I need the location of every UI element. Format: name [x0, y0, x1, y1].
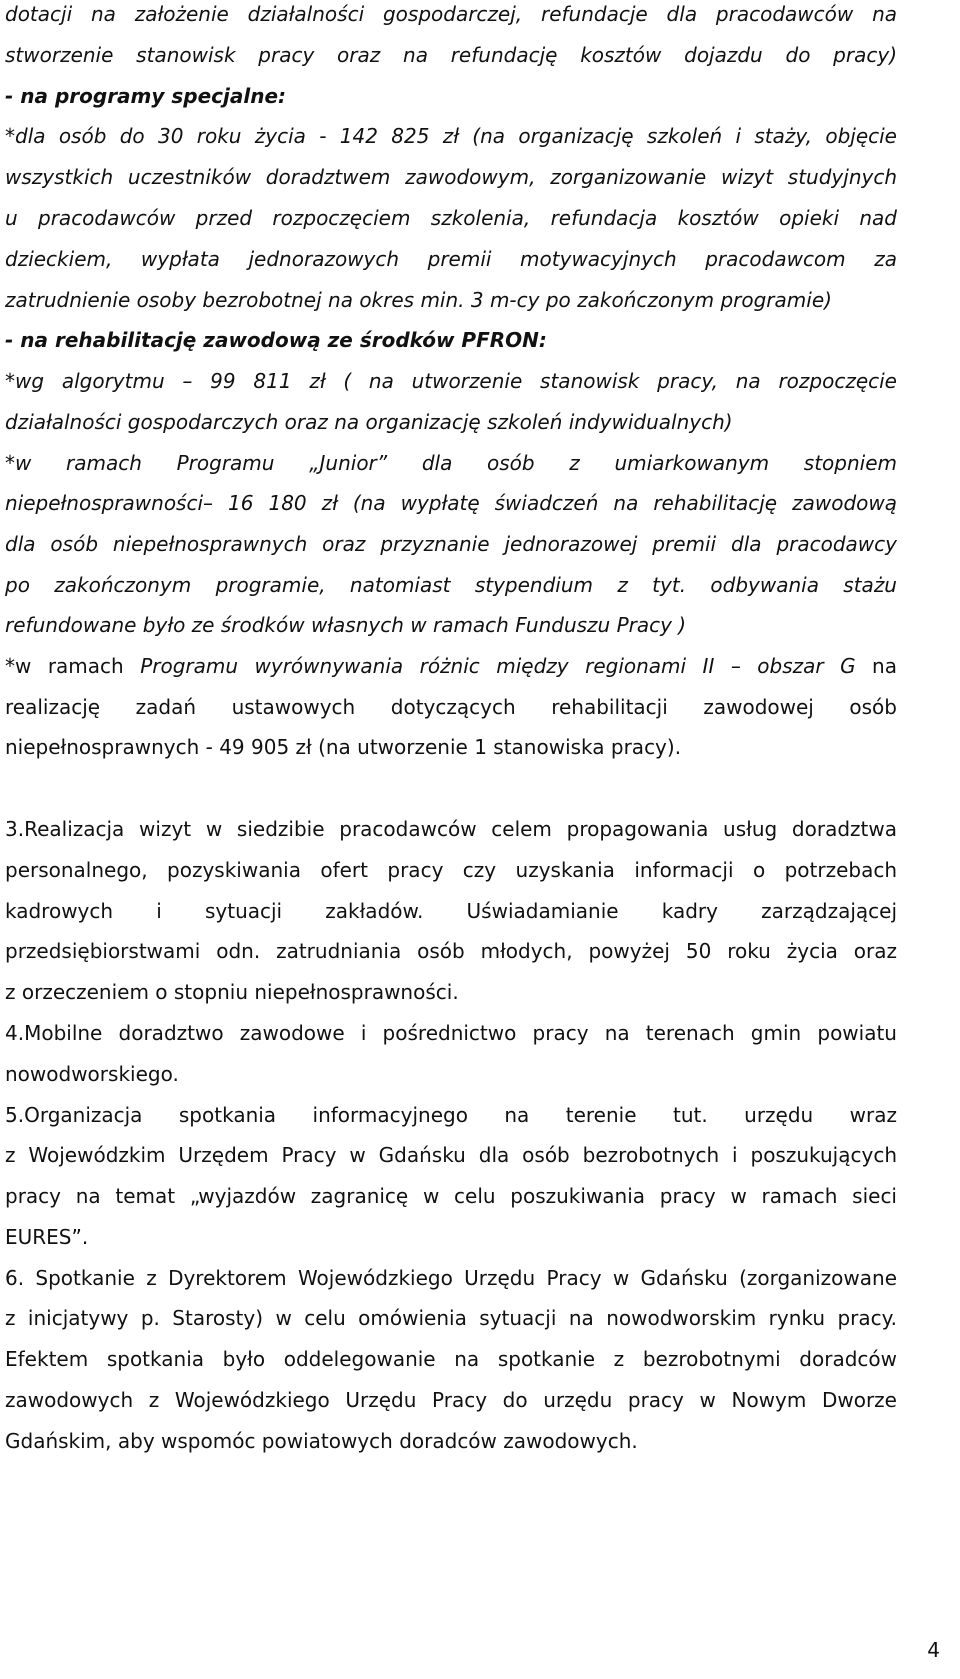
- text-run: dzieckiem, wypłata jednorazowych premii motywacyjnych pracodawcom za: [5, 247, 897, 271]
- text-line: [5, 204, 897, 232]
- text-line: [5, 245, 897, 273]
- text-line: [5, 449, 897, 477]
- text-line: [5, 1264, 897, 1292]
- text-line: [5, 897, 897, 925]
- text-line: [5, 611, 897, 639]
- text-run: refundowane było ze środków własnych w ramach Funduszu Pracy ): [5, 613, 687, 637]
- text-run: dotacji na założenie działalności gospodarczej, refundacje dla pracodawców na: [5, 2, 897, 26]
- text-line: [5, 82, 897, 110]
- text-run: niepełnosprawnych - 49 905 zł (na utworzenie 1 stanowiska pracy).: [5, 735, 682, 759]
- text-run: personalnego, pozyskiwania ofert pracy czy uzyskania informacji o potrzebach: [5, 858, 897, 882]
- text-run: 4.Mobilne doradztwo zawodowe i pośrednictwo pracy na terenach gmin powiatu: [5, 1021, 897, 1045]
- text-run: z inicjatywy p. Starosty) w celu omówienia sytuacji na nowodworskim rynku pracy.: [5, 1306, 897, 1330]
- text-run: realizację zadań ustawowych dotyczących rehabilitacji zawodowej osób: [5, 695, 897, 719]
- text-line: [5, 856, 897, 884]
- text-line: [5, 122, 897, 150]
- text-run: 3.Realizacja wizyt w siedzibie pracodawców celem propagowania usług doradztwa: [5, 817, 897, 841]
- text-run: - na programy specjalne:: [5, 84, 287, 108]
- text-line: [5, 733, 897, 761]
- text-line: [5, 1223, 897, 1251]
- text-run: *dla osób do 30 roku życia - 142 825 zł (na organizację szkoleń i staży, objęcie: [5, 124, 897, 148]
- text-run: wszystkich uczestników doradztwem zawodowym, zorganizowanie wizyt studyjnych: [5, 165, 897, 189]
- text-line: [5, 1141, 897, 1169]
- text-run: niepełnosprawności– 16 180 zł (na wypłatę świadczeń na rehabilitację zawodową: [5, 491, 897, 515]
- text-run: pracy na temat „wyjazdów zagranicę w celu poszukiwania pracy w ramach sieci: [5, 1184, 897, 1208]
- text-run: z orzeczeniem o stopniu niepełnosprawności.: [5, 980, 459, 1004]
- text-run: z Wojewódzkim Urzędem Pracy w Gdańsku dla osób bezrobotnych i poszukujących: [5, 1143, 897, 1167]
- text-line: [5, 163, 897, 191]
- text-run: Programu wyrównywania różnic między regionami II – obszar G: [140, 654, 856, 678]
- text-line: [5, 1182, 897, 1210]
- text-line: [5, 408, 897, 436]
- text-run: kadrowych i sytuacji zakładów. Uświadamianie kadry zarządzającej: [5, 899, 897, 923]
- text-line: [5, 1019, 897, 1047]
- text-line: [5, 1345, 897, 1373]
- text-line: [5, 1060, 897, 1088]
- text-line: [5, 326, 897, 354]
- text-line: [5, 652, 897, 680]
- text-run: *w ramach Programu „Junior” dla osób z umiarkowanym stopniem: [5, 451, 897, 475]
- text-line: [5, 693, 897, 721]
- text-line: [5, 367, 897, 395]
- text-run: - na rehabilitację zawodową ze środków PFRON:: [5, 328, 547, 352]
- text-line: [5, 0, 897, 28]
- text-line: [5, 530, 897, 558]
- text-run: dla osób niepełnosprawnych oraz przyznanie jednorazowej premii dla pracodawcy: [5, 532, 897, 556]
- text-run: *w ramach: [5, 654, 141, 678]
- text-line: [5, 41, 897, 69]
- text-run: u pracodawców przed rozpoczęciem szkolenia, refundacja kosztów opieki nad: [5, 206, 897, 230]
- page-number: 4: [927, 1638, 940, 1662]
- text-line: [5, 1101, 897, 1129]
- text-line: [5, 1427, 897, 1455]
- text-run: zatrudnienie osoby bezrobotnej na okres min. 3 m-cy po zakończonym programie): [5, 288, 832, 312]
- text-run: 6. Spotkanie z Dyrektorem Wojewódzkiego Urzędu Pracy w Gdańsku (zorganizowane: [5, 1266, 897, 1290]
- text-line: [5, 978, 897, 1006]
- text-run: przedsiębiorstwami odn. zatrudniania osób młodych, powyżej 50 roku życia oraz: [5, 939, 897, 963]
- text-run: EURES”.: [5, 1225, 89, 1249]
- text-run: nowodworskiego.: [5, 1062, 179, 1086]
- text-line: [5, 286, 897, 314]
- text-line: [5, 571, 897, 599]
- text-line: [5, 1304, 897, 1332]
- text-line: [5, 937, 897, 965]
- text-line: [5, 1386, 897, 1414]
- text-run: 5.Organizacja spotkania informacyjnego na terenie tut. urzędu wraz: [5, 1103, 897, 1127]
- text-run: na: [855, 654, 897, 678]
- text-run: *wg algorytmu – 99 811 zł ( na utworzenie stanowisk pracy, na rozpoczęcie: [5, 369, 897, 393]
- text-line: [5, 489, 897, 517]
- text-run: stworzenie stanowisk pracy oraz na refundację kosztów dojazdu do pracy): [5, 43, 897, 67]
- text-run: zawodowych z Wojewódzkiego Urzędu Pracy do urzędu pracy w Nowym Dworze: [5, 1388, 897, 1412]
- text-line: [5, 815, 897, 843]
- text-run: Efektem spotkania było oddelegowanie na spotkanie z bezrobotnymi doradców: [5, 1347, 897, 1371]
- text-run: po zakończonym programie, natomiast stypendium z tyt. odbywania stażu: [5, 573, 897, 597]
- text-run: działalności gospodarczych oraz na organizację szkoleń indywidualnych): [5, 410, 733, 434]
- text-run: Gdańskim, aby wspomóc powiatowych doradców zawodowych.: [5, 1429, 638, 1453]
